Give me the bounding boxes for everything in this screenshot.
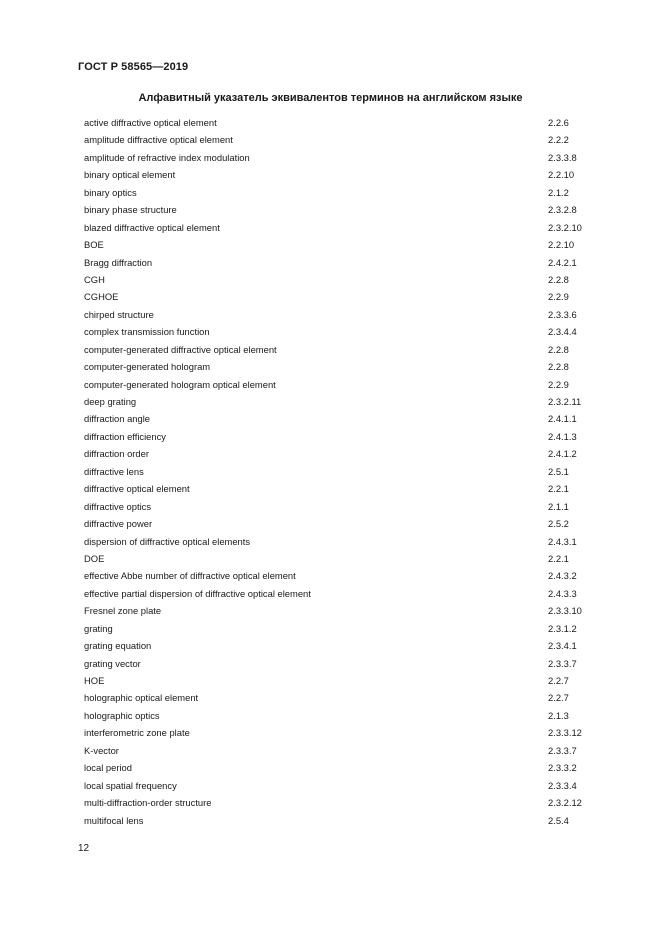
index-entry — [84, 288, 604, 305]
index-entry — [84, 567, 604, 584]
index-ref: 2.3.3.10 — [548, 605, 582, 617]
index-entry — [84, 393, 604, 410]
index-term: HOE — [84, 675, 105, 686]
index-term: diffraction angle — [84, 413, 151, 425]
index-entry — [84, 428, 604, 445]
index-term: DOE — [84, 552, 105, 564]
index-term: active diffractive optical element — [84, 117, 217, 128]
index-entry — [84, 271, 604, 288]
index-ref: 2.2.8 — [548, 343, 569, 355]
index-term: diffraction order — [84, 448, 149, 460]
index-ref: 2.2.6 — [548, 117, 569, 128]
index-term: complex transmission function — [84, 326, 210, 338]
index-entry — [84, 341, 604, 358]
index-ref: 2.4.1.3 — [548, 430, 577, 442]
index-ref: 2.2.8 — [548, 273, 569, 285]
standard-code: ГОСТ Р 58565—2019 — [78, 61, 189, 73]
index-entry — [84, 480, 604, 497]
index-ref: 2.3.4.1 — [548, 640, 577, 652]
index-entry — [84, 201, 604, 218]
index-ref: 2.3.2.8 — [548, 204, 577, 216]
index-term: effective Abbe number of diffractive optical element — [84, 570, 296, 582]
index-entry — [84, 149, 604, 166]
index-entry — [84, 358, 604, 375]
index-entry — [84, 759, 604, 776]
index-entry — [84, 689, 604, 706]
index-entry — [84, 184, 604, 201]
index-entry — [84, 655, 604, 672]
index-entry — [84, 323, 604, 340]
index-term: holographic optical element — [84, 692, 199, 704]
index-term: holographic optics — [84, 709, 160, 721]
index-term: BOE — [84, 239, 104, 251]
index-ref: 2.4.1.1 — [548, 413, 577, 425]
index-entry — [84, 515, 604, 532]
index-entry — [84, 166, 604, 183]
index-ref: 2.3.3.8 — [548, 151, 577, 163]
index-entry — [84, 533, 604, 550]
index-entry — [84, 219, 604, 236]
index-ref: 2.4.3.3 — [548, 587, 577, 599]
index-entry — [84, 306, 604, 323]
index-entry — [84, 672, 604, 689]
index-ref: 2.2.1 — [548, 483, 569, 495]
index-ref: 2.3.4.4 — [548, 326, 577, 338]
index-term: Bragg diffraction — [84, 256, 153, 268]
index-term: amplitude diffractive optical element — [84, 134, 233, 146]
index-entry — [84, 794, 604, 811]
index-term: chirped structure — [84, 308, 154, 320]
index-term: CGH — [84, 273, 105, 285]
index-entry — [84, 777, 604, 794]
index-term: grating vector — [84, 657, 141, 669]
index-term: multifocal lens — [84, 814, 144, 826]
index-ref: 2.4.3.2 — [548, 570, 577, 582]
index-ref: 2.2.10 — [548, 239, 575, 251]
index-entry — [84, 498, 604, 515]
index-term: grating — [84, 622, 113, 634]
index-term: binary optical element — [84, 169, 176, 181]
index-term: local spatial frequency — [84, 779, 177, 791]
index-ref: 2.5.1 — [548, 465, 569, 477]
index-term: local period — [84, 762, 132, 774]
index-term: Fresnel zone plate — [84, 605, 162, 617]
index-term: computer-generated diffractive optical element — [84, 343, 277, 355]
index-entry — [84, 724, 604, 741]
index-entry — [84, 236, 604, 253]
index-ref: 2.5.4 — [548, 814, 569, 826]
index-ref: 2.2.2 — [548, 134, 569, 146]
index-term: blazed diffractive optical element — [84, 221, 220, 233]
index-ref: 2.2.9 — [548, 291, 569, 303]
index-entry — [84, 602, 604, 619]
index-entry — [84, 637, 604, 654]
index-list — [84, 114, 604, 829]
index-term: amplitude of refractive index modulation — [84, 151, 250, 163]
index-ref: 2.3.3.4 — [548, 779, 577, 791]
page-number: 12 — [78, 843, 90, 854]
index-ref: 2.3.2.11 — [548, 396, 582, 407]
index-ref: 2.2.8 — [548, 361, 569, 373]
index-ref: 2.3.3.7 — [548, 657, 577, 669]
index-term: diffraction efficiency — [84, 430, 166, 442]
index-entry — [84, 550, 604, 567]
index-ref: 2.3.3.7 — [548, 744, 577, 756]
index-term: diffractive optics — [84, 500, 152, 512]
index-entry — [84, 131, 604, 148]
index-entry — [84, 410, 604, 427]
index-ref: 2.4.2.1 — [548, 256, 577, 268]
index-entry — [84, 376, 604, 393]
index-term: K-vector — [84, 744, 119, 756]
index-entry — [84, 707, 604, 724]
index-ref: 2.1.2 — [548, 186, 569, 198]
index-ref: 2.3.2.10 — [548, 221, 582, 233]
index-term: interferometric zone plate — [84, 727, 190, 739]
index-term: binary optics — [84, 186, 137, 198]
index-title: Алфавитный указатель эквивалентов терминов на английском языке — [138, 92, 523, 104]
index-term: effective partial dispersion of diffractive optical element — [84, 587, 311, 599]
index-term: multi-diffraction-order structure — [84, 797, 212, 809]
index-entry — [84, 445, 604, 462]
index-ref: 2.3.1.2 — [548, 622, 577, 634]
index-entry — [84, 585, 604, 602]
index-ref: 2.3.3.2 — [548, 762, 577, 774]
index-ref: 2.3.3.6 — [548, 308, 577, 320]
index-ref: 2.1.3 — [548, 709, 569, 721]
index-ref: 2.4.3.1 — [548, 535, 577, 547]
index-ref: 2.2.1 — [548, 552, 569, 564]
index-term: diffractive lens — [84, 465, 144, 477]
index-term: grating equation — [84, 640, 152, 652]
index-ref: 2.5.2 — [548, 518, 569, 530]
index-term: diffractive power — [84, 518, 153, 530]
index-ref: 2.3.3.12 — [548, 727, 582, 739]
index-ref: 2.2.10 — [548, 169, 575, 181]
index-term: deep grating — [84, 396, 137, 407]
index-entry — [84, 620, 604, 637]
index-ref: 2.4.1.2 — [548, 448, 577, 460]
index-entry — [84, 114, 604, 131]
index-entry — [84, 742, 604, 759]
index-entry — [84, 463, 604, 480]
index-entry — [84, 254, 604, 271]
index-term: binary phase structure — [84, 204, 177, 216]
index-term: dispersion of diffractive optical elements — [84, 535, 251, 547]
index-ref: 2.3.2.12 — [548, 797, 582, 809]
index-term: computer-generated hologram — [84, 361, 211, 373]
index-ref: 2.2.7 — [548, 692, 569, 704]
index-entry — [84, 812, 604, 829]
index-term: CGHOE — [84, 291, 119, 303]
index-ref: 2.1.1 — [548, 500, 569, 512]
index-ref: 2.2.9 — [548, 378, 569, 390]
index-term: diffractive optical element — [84, 483, 190, 495]
index-ref: 2.2.7 — [548, 675, 569, 686]
index-term: computer-generated hologram optical element — [84, 378, 276, 390]
